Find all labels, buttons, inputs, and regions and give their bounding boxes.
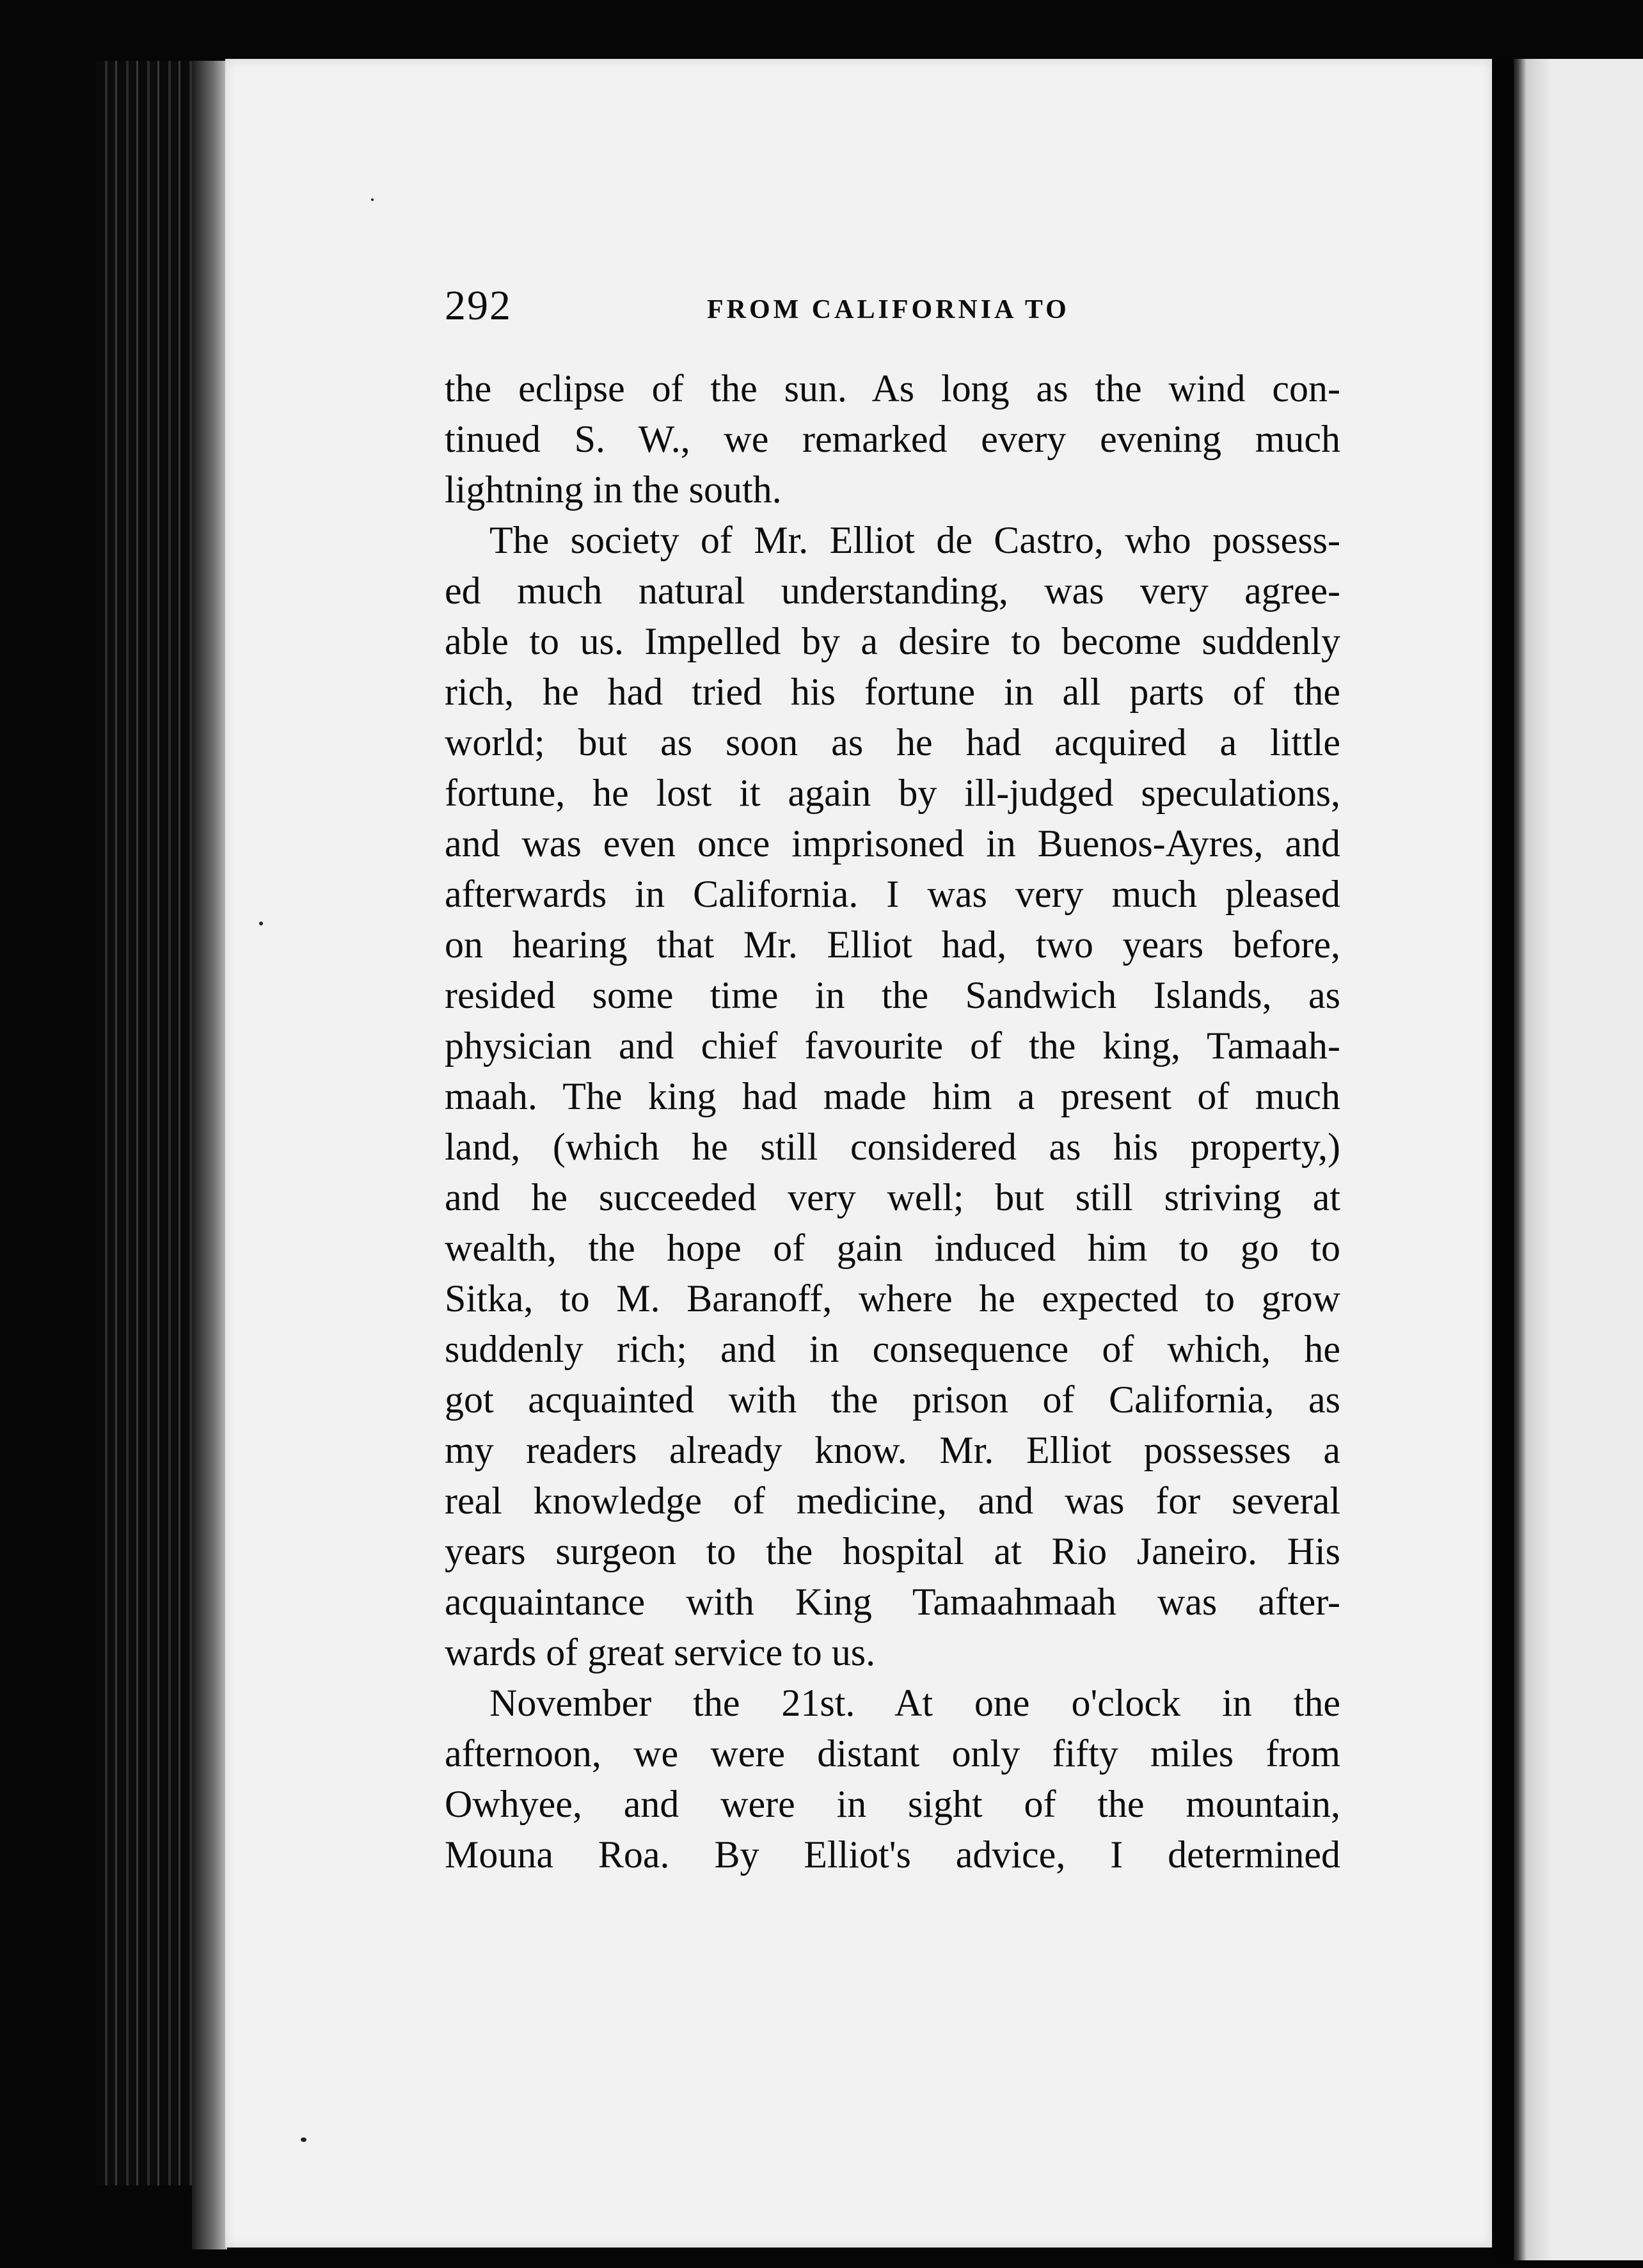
text-line: rich, he had tried his fortune in all parts of the: [445, 671, 1340, 713]
text-line: able to us. Impelled by a desire to become suddenly: [445, 620, 1340, 662]
text-line: wards of great service to us.: [445, 1631, 876, 1673]
page-edge-shadow: [192, 61, 227, 2249]
text-line: maah. The king had made him a present of much: [445, 1075, 1340, 1117]
text-line: wealth, the hope of gain induced him to go to: [445, 1227, 1340, 1269]
text-line: real knowledge of medicine, and was for several: [445, 1480, 1340, 1522]
text-line: Sitka, to M. Baranoff, where he expected to grow: [445, 1277, 1340, 1320]
text-line: Owhyee, and were in sight of the mountain,: [445, 1783, 1340, 1825]
text-line: world; but as soon as he had acquired a little: [445, 721, 1340, 763]
page-number: 292: [445, 282, 512, 329]
dust-speck: [301, 2137, 306, 2142]
text-line: years surgeon to the hospital at Rio Janeiro. His: [445, 1530, 1340, 1572]
text-line: resided some time in the Sandwich Islands, as: [445, 974, 1340, 1016]
text-line: suddenly rich; and in consequence of which, he: [445, 1328, 1340, 1370]
text-line: on hearing that Mr. Elliot had, two years before,: [445, 923, 1340, 966]
text-line: lightning in the south.: [445, 468, 782, 511]
text-line: got acquainted with the prison of California, as: [445, 1378, 1340, 1421]
dust-speck: [371, 198, 374, 201]
running-head: FROM CALIFORNIA TO: [707, 295, 1070, 324]
text-line: the eclipse of the sun. As long as the wind con-: [445, 367, 1340, 410]
text-line: fortune, he lost it again by ill-judged speculations,: [445, 772, 1340, 814]
text-line: afterwards in California. I was very much pleased: [445, 873, 1340, 915]
book-gutter: [1492, 59, 1514, 2260]
page-header: [445, 275, 1340, 339]
text-line: afternoon, we were distant only fifty miles from: [445, 1732, 1340, 1775]
text-line: The society of Mr. Elliot de Castro, who possess-: [489, 519, 1340, 561]
text-line: November the 21st. At one o'clock in the: [489, 1682, 1340, 1724]
text-line: acquaintance with King Tamaahmaah was after-: [445, 1581, 1340, 1623]
text-line: and he succeeded very well; but still striving at: [445, 1176, 1340, 1218]
text-line: my readers already know. Mr. Elliot possesses a: [445, 1429, 1340, 1471]
text-line: ed much natural understanding, was very agree-: [445, 570, 1340, 612]
text-line: tinued S. W., we remarked every evening much: [445, 418, 1340, 460]
dust-speck: [259, 922, 263, 925]
text-line: and was even once imprisoned in Buenos-Ayres, and: [445, 822, 1340, 865]
facing-page-edge: [1514, 59, 1643, 2260]
body-text: [445, 363, 1340, 1880]
text-line: land, (which he still considered as his property,): [445, 1126, 1340, 1168]
text-line: physician and chief favourite of the king, Tamaah-: [445, 1025, 1340, 1067]
text-line: Mouna Roa. By Elliot's advice, I determined: [445, 1833, 1340, 1876]
